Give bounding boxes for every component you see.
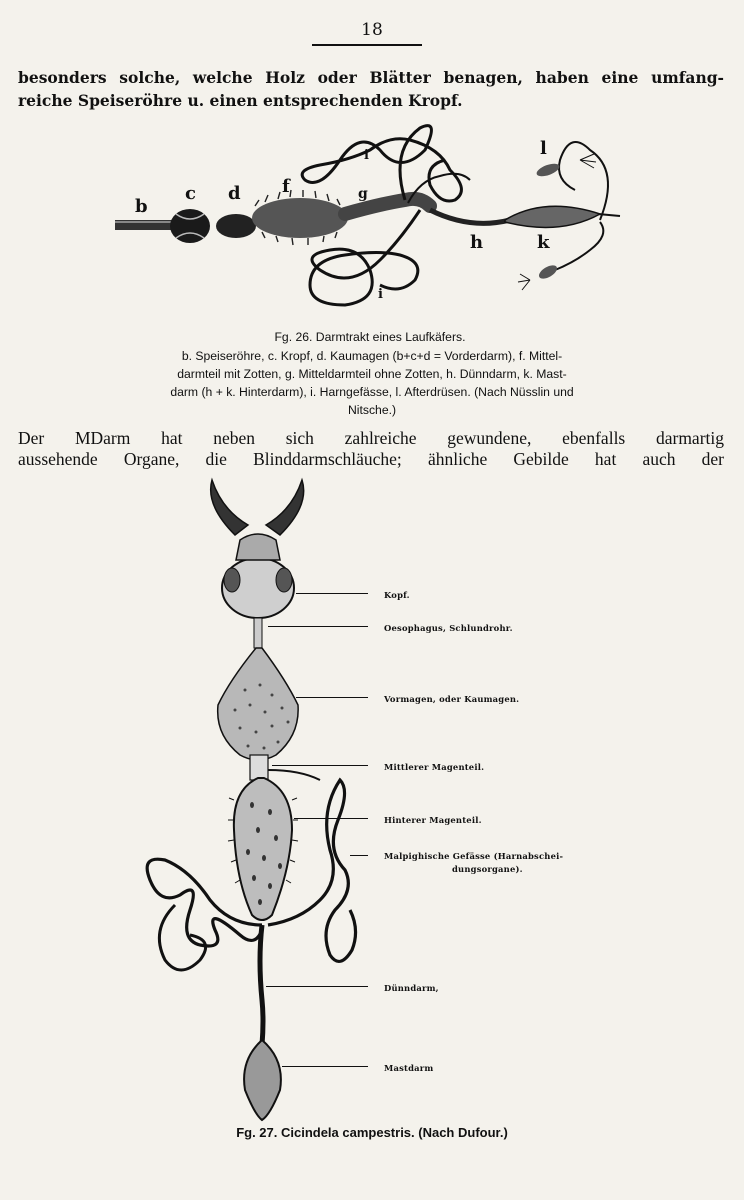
crop-drawing xyxy=(218,648,298,760)
rectum-drawing xyxy=(244,1040,281,1120)
leader-hinterer xyxy=(294,818,368,819)
label-mastdarm: Mastdarm xyxy=(384,1063,434,1073)
leader-kopf xyxy=(296,593,368,594)
fig26-label-k: k xyxy=(537,232,550,253)
hind-stomach-drawing xyxy=(234,778,292,920)
label-kopf: Kopf. xyxy=(384,590,410,600)
fig26-label-f: f xyxy=(282,176,290,197)
label-mittlerer: Mittlerer Magenteil. xyxy=(384,762,485,772)
small-intestine-drawing xyxy=(260,925,263,1045)
left-mandible-drawing xyxy=(211,480,248,535)
intro-line-1: besonders solche, welche Holz oder Blätter benagen, haben eine umfang- xyxy=(18,68,724,87)
leader-mittlerer xyxy=(272,765,368,766)
body-line-2: aussehende Organe, die Blinddarmschläuche; ähnliche Gebilde hat auch der xyxy=(18,449,724,469)
fig26-label-l: l xyxy=(540,138,547,159)
label-vormagen: Vormagen, oder Kaumagen. xyxy=(384,694,520,704)
fig26-label-b: b xyxy=(135,196,148,217)
fig26-caption-line-3: darmteil mit Zotten, g. Mitteldarmteil ohne Zotten, h. Dünndarm, k. Mast- xyxy=(177,367,567,381)
label-oesophagus: Oesophagus, Schlundrohr. xyxy=(384,623,513,633)
fig26-caption-line-5: Nitsche.) xyxy=(347,403,397,417)
leader-mastdarm xyxy=(282,1066,368,1067)
label-duenndarm: Dünndarm, xyxy=(384,983,439,993)
intro-line-2: reiche Speiseröhre u. einen entsprechenden Kropf. xyxy=(18,91,463,110)
leader-oesophagus xyxy=(268,626,368,627)
oesophagus-drawing xyxy=(254,618,262,648)
fig26-label-i-bottom: i xyxy=(378,287,383,302)
fig27-caption: Fg. 27. Cicindela campestris. (Nach Dufour.) xyxy=(236,1125,508,1140)
fig26-caption-line-2: b. Speiseröhre, c. Kropf, d. Kaumagen (b+c+d = Vorderdarm), f. Mittel- xyxy=(181,349,563,363)
label-malpighi-line-2: dungsorgane). xyxy=(452,864,523,874)
label-hinterer: Hinterer Magenteil. xyxy=(384,815,482,825)
fig26-label-c: c xyxy=(185,183,196,204)
leader-malpighi xyxy=(350,855,368,856)
fig26-label-d: d xyxy=(228,183,241,204)
body-line-1: Der MDarm hat neben sich zahlreiche gewundene, ebenfalls darmartig xyxy=(18,428,724,448)
midstomach-drawing xyxy=(250,755,268,780)
right-mandible-drawing xyxy=(266,480,304,535)
fig26-caption-line-4: darm (h + k. Hinterdarm), i. Harngefässe, l. Afterdrüsen. (Nach Nüsslin und xyxy=(170,385,574,399)
fig26-label-h: h xyxy=(470,232,484,253)
fig26-caption-title: Fg. 26. Darmtrakt eines Laufkäfers. xyxy=(274,330,466,344)
fig26-label-i-top: i xyxy=(364,148,369,163)
fig26-label-g: g xyxy=(358,186,368,202)
page-number: 18 xyxy=(361,20,383,40)
label-malpighi-line-1: Malpighische Gefässe (Harnabschei- xyxy=(384,851,564,861)
leader-vormagen xyxy=(296,697,368,698)
leader-duenndarm xyxy=(266,986,368,987)
